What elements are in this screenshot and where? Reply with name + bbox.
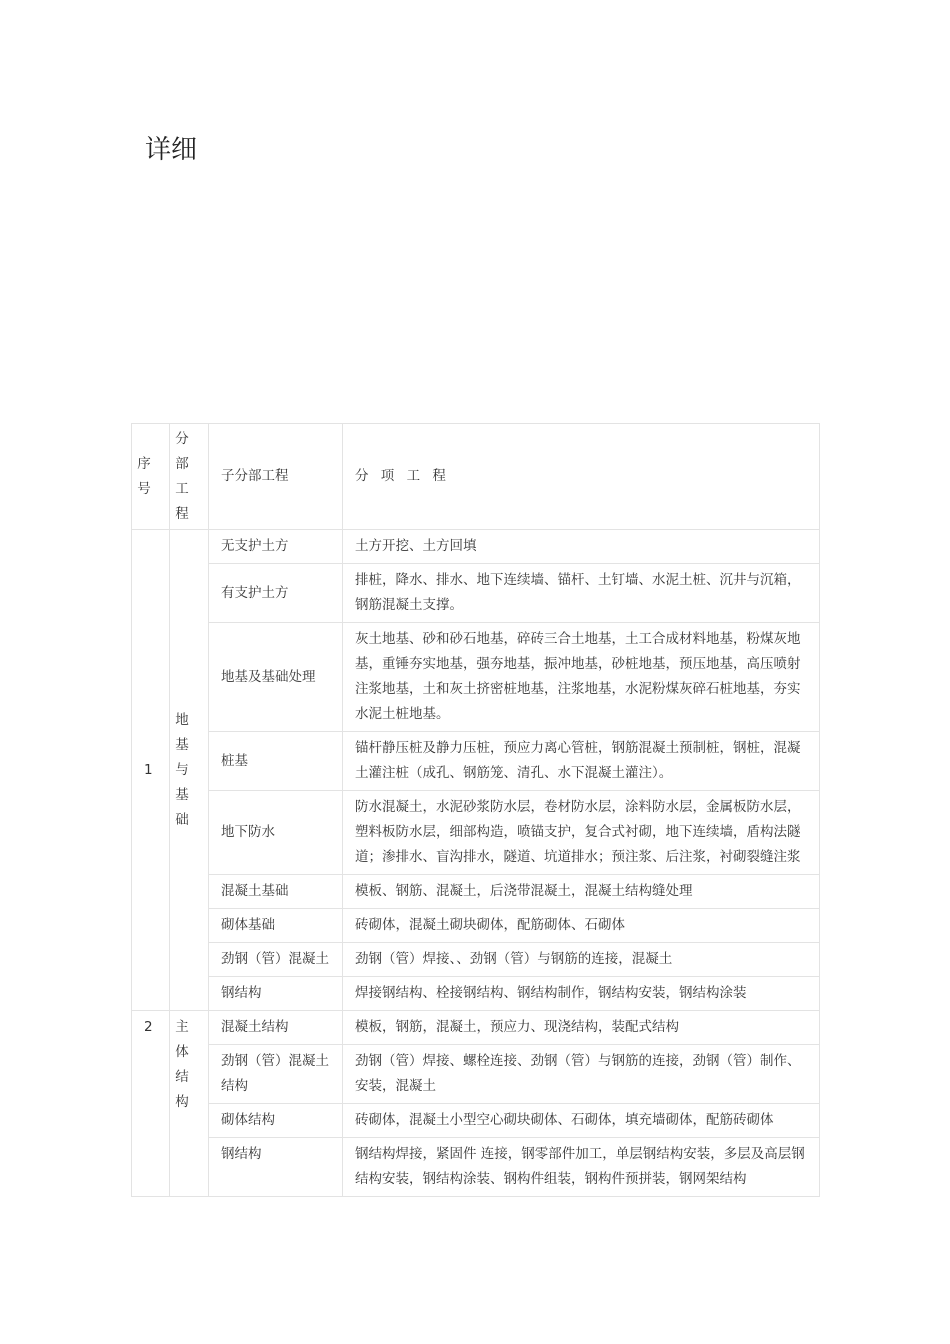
- table-row: [132, 791, 820, 875]
- table-row: [132, 943, 820, 977]
- table-row: [132, 977, 820, 1011]
- subdivision-cell: 砌体基础: [209, 909, 343, 943]
- header-subdivision: 子分部工程: [209, 424, 343, 530]
- header-division: 分部工程: [170, 424, 209, 530]
- table-row: [132, 530, 820, 564]
- subdivision-cell: 劲钢（管）混凝土结构: [209, 1045, 343, 1104]
- page-title: 详细: [145, 135, 198, 165]
- table-row: [132, 732, 820, 791]
- table-row: [132, 1011, 820, 1045]
- items-cell: 劲钢（管）焊接、螺栓连接、劲钢（管）与钢筋的连接，劲钢（管）制作、安装，混凝土: [343, 1045, 820, 1104]
- table-row: [132, 623, 820, 732]
- items-cell: 劲钢（管）焊接、、劲钢（管）与钢筋的连接，混凝土: [343, 943, 820, 977]
- table-row: [132, 875, 820, 909]
- items-cell: 模板，钢筋，混凝土，预应力、现浇结构，装配式结构: [343, 1011, 820, 1045]
- subdivision-cell: 混凝土基础: [209, 875, 343, 909]
- subdivision-cell: 无支护土方: [209, 530, 343, 564]
- group-number: 2: [132, 1011, 170, 1197]
- subdivision-cell: 砌体结构: [209, 1104, 343, 1138]
- table-row: [132, 909, 820, 943]
- table-row: [132, 1138, 820, 1197]
- items-cell: 焊接钢结构、栓接钢结构、钢结构制作，钢结构安装，钢结构涂装: [343, 977, 820, 1011]
- table-row: [132, 1104, 820, 1138]
- group-division: 主体结构: [170, 1011, 209, 1197]
- table-row: [132, 564, 820, 623]
- items-cell: 防水混凝土，水泥砂浆防水层，卷材防水层，涂料防水层，金属板防水层，塑料板防水层，细部构造，喷锚支护，复合式衬砌，地下连续墙，盾构法隧道；渗排水、盲沟排水，隧道、坑道排水；预注浆、后注浆，衬砌裂缝注浆: [343, 791, 820, 875]
- header-serial-number: 序号: [132, 424, 170, 530]
- header-items: 分 项 工 程: [343, 424, 820, 530]
- subdivision-cell: 混凝土结构: [209, 1011, 343, 1045]
- items-cell: 模板、钢筋、混凝土，后浇带混凝土，混凝土结构缝处理: [343, 875, 820, 909]
- subdivision-cell: 有支护土方: [209, 564, 343, 623]
- table-row: [132, 1045, 820, 1104]
- group-number: 1: [132, 530, 170, 1011]
- subdivision-cell: 地下防水: [209, 791, 343, 875]
- subdivision-cell: 劲钢（管）混凝土: [209, 943, 343, 977]
- subdivision-cell: 桩基: [209, 732, 343, 791]
- items-cell: 砖砌体，混凝土砌块砌体，配筋砌体、石砌体: [343, 909, 820, 943]
- table-header-row: [132, 424, 820, 530]
- items-cell: 排桩，降水、排水、地下连续墙、锚杆、土钉墙、水泥土桩、沉井与沉箱，钢筋混凝土支撑。: [343, 564, 820, 623]
- items-cell: 钢结构焊接，紧固件 连接，钢零部件加工，单层钢结构安装，多层及高层钢结构安装，钢结构涂装、钢构件组装，钢构件预拼装，钢网架结构: [343, 1138, 820, 1197]
- engineering-division-table: [131, 423, 820, 1197]
- items-cell: 灰土地基、砂和砂石地基，碎砖三合土地基，土工合成材料地基，粉煤灰地基，重锤夯实地基，强夯地基，振冲地基，砂桩地基，预压地基，高压喷射注浆地基，土和灰土挤密桩地基，注浆地基，水泥粉煤灰碎石桩地基，夯实水泥土桩地基。: [343, 623, 820, 732]
- items-cell: 锚杆静压桩及静力压桩，预应力离心管桩，钢筋混凝土预制桩，钢桩，混凝土灌注桩（成孔、钢筋笼、清孔、水下混凝土灌注）。: [343, 732, 820, 791]
- subdivision-cell: 地基及基础处理: [209, 623, 343, 732]
- items-cell: 砖砌体，混凝土小型空心砌块砌体、石砌体，填充墙砌体，配筋砖砌体: [343, 1104, 820, 1138]
- subdivision-cell: 钢结构: [209, 1138, 343, 1197]
- items-cell: 土方开挖、土方回填: [343, 530, 820, 564]
- group-division: 地基与基础: [170, 530, 209, 1011]
- subdivision-cell: 钢结构: [209, 977, 343, 1011]
